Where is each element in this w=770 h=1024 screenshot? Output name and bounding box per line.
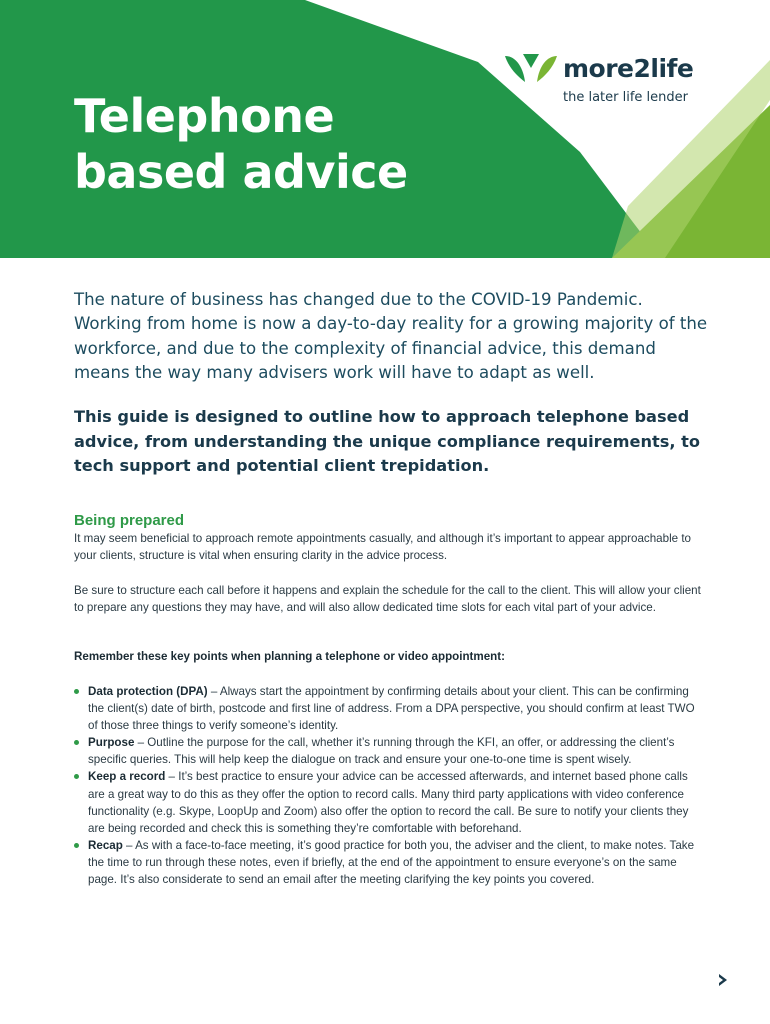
key-point-term: Recap <box>88 838 123 852</box>
key-points-heading: Remember these key points when planning a telephone or video appointment: <box>74 650 505 663</box>
logo-tagline: the later life lender <box>563 90 688 105</box>
bullet-icon <box>74 689 79 694</box>
key-point-term: Purpose <box>88 736 135 750</box>
key-point-text: – Always start the appointment by confirming details about your client. This can be confirming the client(s) date of birth, postcode and first line of address. From a DPA perspective, you should confirm at least TWO of those three things to verify someone’s identity. <box>88 685 695 733</box>
key-points-list <box>74 683 700 888</box>
bullet-icon <box>74 740 79 745</box>
bullet-icon <box>74 843 79 848</box>
body-paragraph: It may seem beneficial to approach remote appointments casually, and although it’s important to appear approachable to your clients, structure is vital when ensuring clarity in the advice process. <box>74 532 691 563</box>
header-banner <box>0 0 770 258</box>
intro-paragraph: The nature of business has changed due to the COVID-19 Pandemic. Working from home is now a day-to-day reality for a growing majority of the workforce, and due to the complexity of financial advice, this demand means the way many advisers work will have to adapt as well. <box>74 290 708 382</box>
key-point-text: – As with a face-to-face meeting, it’s good practice for both you, the adviser and the client, to make notes. Take the time to run through these notes, even if briefly, at the end of the appointment to ensure everyone’s on the same page. It’s also considerate to send an email after the meeting clarifying the key points you covered. <box>88 838 695 887</box>
list-item <box>74 837 700 888</box>
key-point-text: – It’s best practice to ensure your advice can be accessed afterwards, and internet based phone calls are a great way to do this as they offer the option to record calls. Many third party applications with video conference functionality (e.g. Skype, LoopUp and Zoom) also offer the option to record the call. Be sure to notify your clients they are being recorded and check this is something they’re comfortable with beforehand. <box>88 770 689 835</box>
more2life-leaf-icon <box>505 52 557 84</box>
chevron-right-icon[interactable] <box>716 972 730 988</box>
bullet-icon <box>74 774 79 779</box>
page-title-line-1: Telephone <box>74 89 335 143</box>
logo-wordmark: more2life <box>563 54 694 83</box>
page-title-line-2: based advice <box>74 145 408 199</box>
list-item <box>74 768 700 836</box>
key-point-term: Data protection (DPA) <box>88 685 208 698</box>
key-point-text: – Outline the purpose for the call, whether it’s running through the KFI, an offer, or addressing the client’s specific queries. This will help keep the dialogue on track and ensure your one-to-one time is spent wisely. <box>88 736 675 767</box>
page-title <box>74 88 408 200</box>
list-item <box>74 734 700 768</box>
list-item <box>74 683 700 734</box>
body-paragraph: Be sure to structure each call before it happens and explain the schedule for the call to the client. This will allow your client to prepare any questions they may have, and will also allow dedicated time slots for each vital part of your advice. <box>74 584 701 615</box>
section-heading: Being prepared <box>74 512 185 529</box>
guide-summary: This guide is designed to outline how to approach telephone based advice, from understanding the unique compliance requirements, to tech support and potential client trepidation. <box>74 407 701 476</box>
more2life-logo <box>505 52 705 112</box>
key-point-term: Keep a record <box>88 770 166 784</box>
